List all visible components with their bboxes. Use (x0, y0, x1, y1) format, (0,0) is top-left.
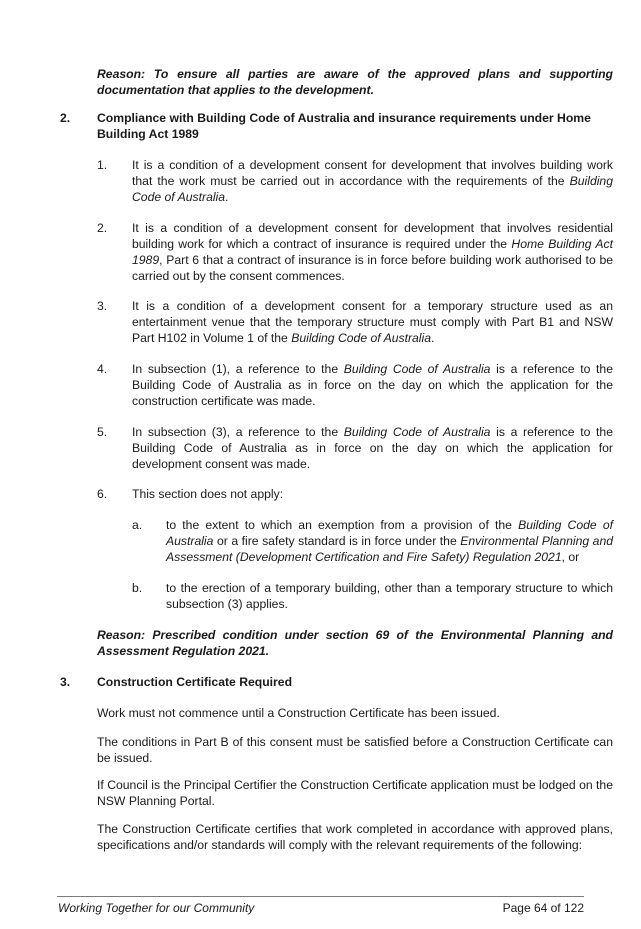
reason-paragraph: Reason: Prescribed condition under section 69 of the Environmental Planning and Assessment Regulation 2021. (97, 628, 613, 658)
list-item-number: 5. (97, 425, 108, 439)
section-title: Construction Certificate Required (97, 675, 293, 689)
footer-tagline: Working Together for our Community (58, 901, 255, 915)
list-item-text: In subsection (3), a reference to the Building Code of Australia is a reference to the Building Code of Australia as in force on the day on which the application for development consent was made. (132, 425, 613, 471)
list-item-number: 3. (97, 299, 108, 313)
page-number: Page 64 of 122 (502, 901, 584, 915)
body-paragraph: Work must not commence until a Construction Certificate has been issued. (97, 706, 500, 720)
list-item-number: 2. (97, 221, 108, 235)
section-title: Compliance with Building Code of Australia and insurance requirements under Home Building Act 1989 (97, 111, 591, 141)
sub-item-text: to the erection of a temporary building, other than a temporary structure to which subsection (3) applies. (166, 581, 613, 611)
list-item-text: In subsection (1), a reference to the Building Code of Australia is a reference to the Building Code of Australia as in force on the day on which the application for the construction certificate was made. (132, 362, 613, 408)
footer-divider (57, 896, 584, 897)
sub-item-text: to the extent to which an exemption from a provision of the Building Code of Australia or a fire safety standard is in force under the Environmental Planning and Assessment (Development Certification and Fire Safety) Regulation 2021, or (166, 518, 614, 564)
list-item-text: It is a condition of a development consent for a temporary structure used as an entertainment venue that the temporary structure must comply with Part B1 and NSW Part H102 in Volume 1 of the Building Code of Australia. (132, 299, 613, 345)
sub-item-number: a. (132, 518, 143, 532)
sub-item-number: b. (132, 581, 143, 595)
list-item-number: 6. (97, 487, 108, 501)
list-item-text: This section does not apply: (132, 487, 284, 501)
body-paragraph: The conditions in Part B of this consent must be satisfied before a Construction Certificate can be issued. (97, 735, 613, 765)
section-number: 2. (60, 111, 71, 125)
section-number: 3. (60, 675, 71, 689)
body-paragraph: If Council is the Principal Certifier the Construction Certificate application must be lodged on the NSW Planning Portal. (97, 778, 613, 808)
reason-paragraph: Reason: To ensure all parties are aware of the approved plans and supporting documentation that applies to the development. (97, 67, 613, 97)
list-item-text: It is a condition of a development consent for development that involves building work that the work must be carried out in accordance with the requirements of the Building Code of Australia. (132, 158, 613, 204)
list-item-number: 4. (97, 362, 108, 376)
list-item-number: 1. (97, 158, 108, 172)
list-item-text: It is a condition of a development consent for development that involves residential building work for which a contract of insurance is required under the Home Building Act 1989, Part 6 that a contract of insurance is in force before building work authorised to be carried out by the consent commences. (132, 221, 614, 283)
body-paragraph: The Construction Certificate certifies that work completed in accordance with approved plans, specifications and/or standards will comply with the relevant requirements of the following: (97, 822, 613, 852)
